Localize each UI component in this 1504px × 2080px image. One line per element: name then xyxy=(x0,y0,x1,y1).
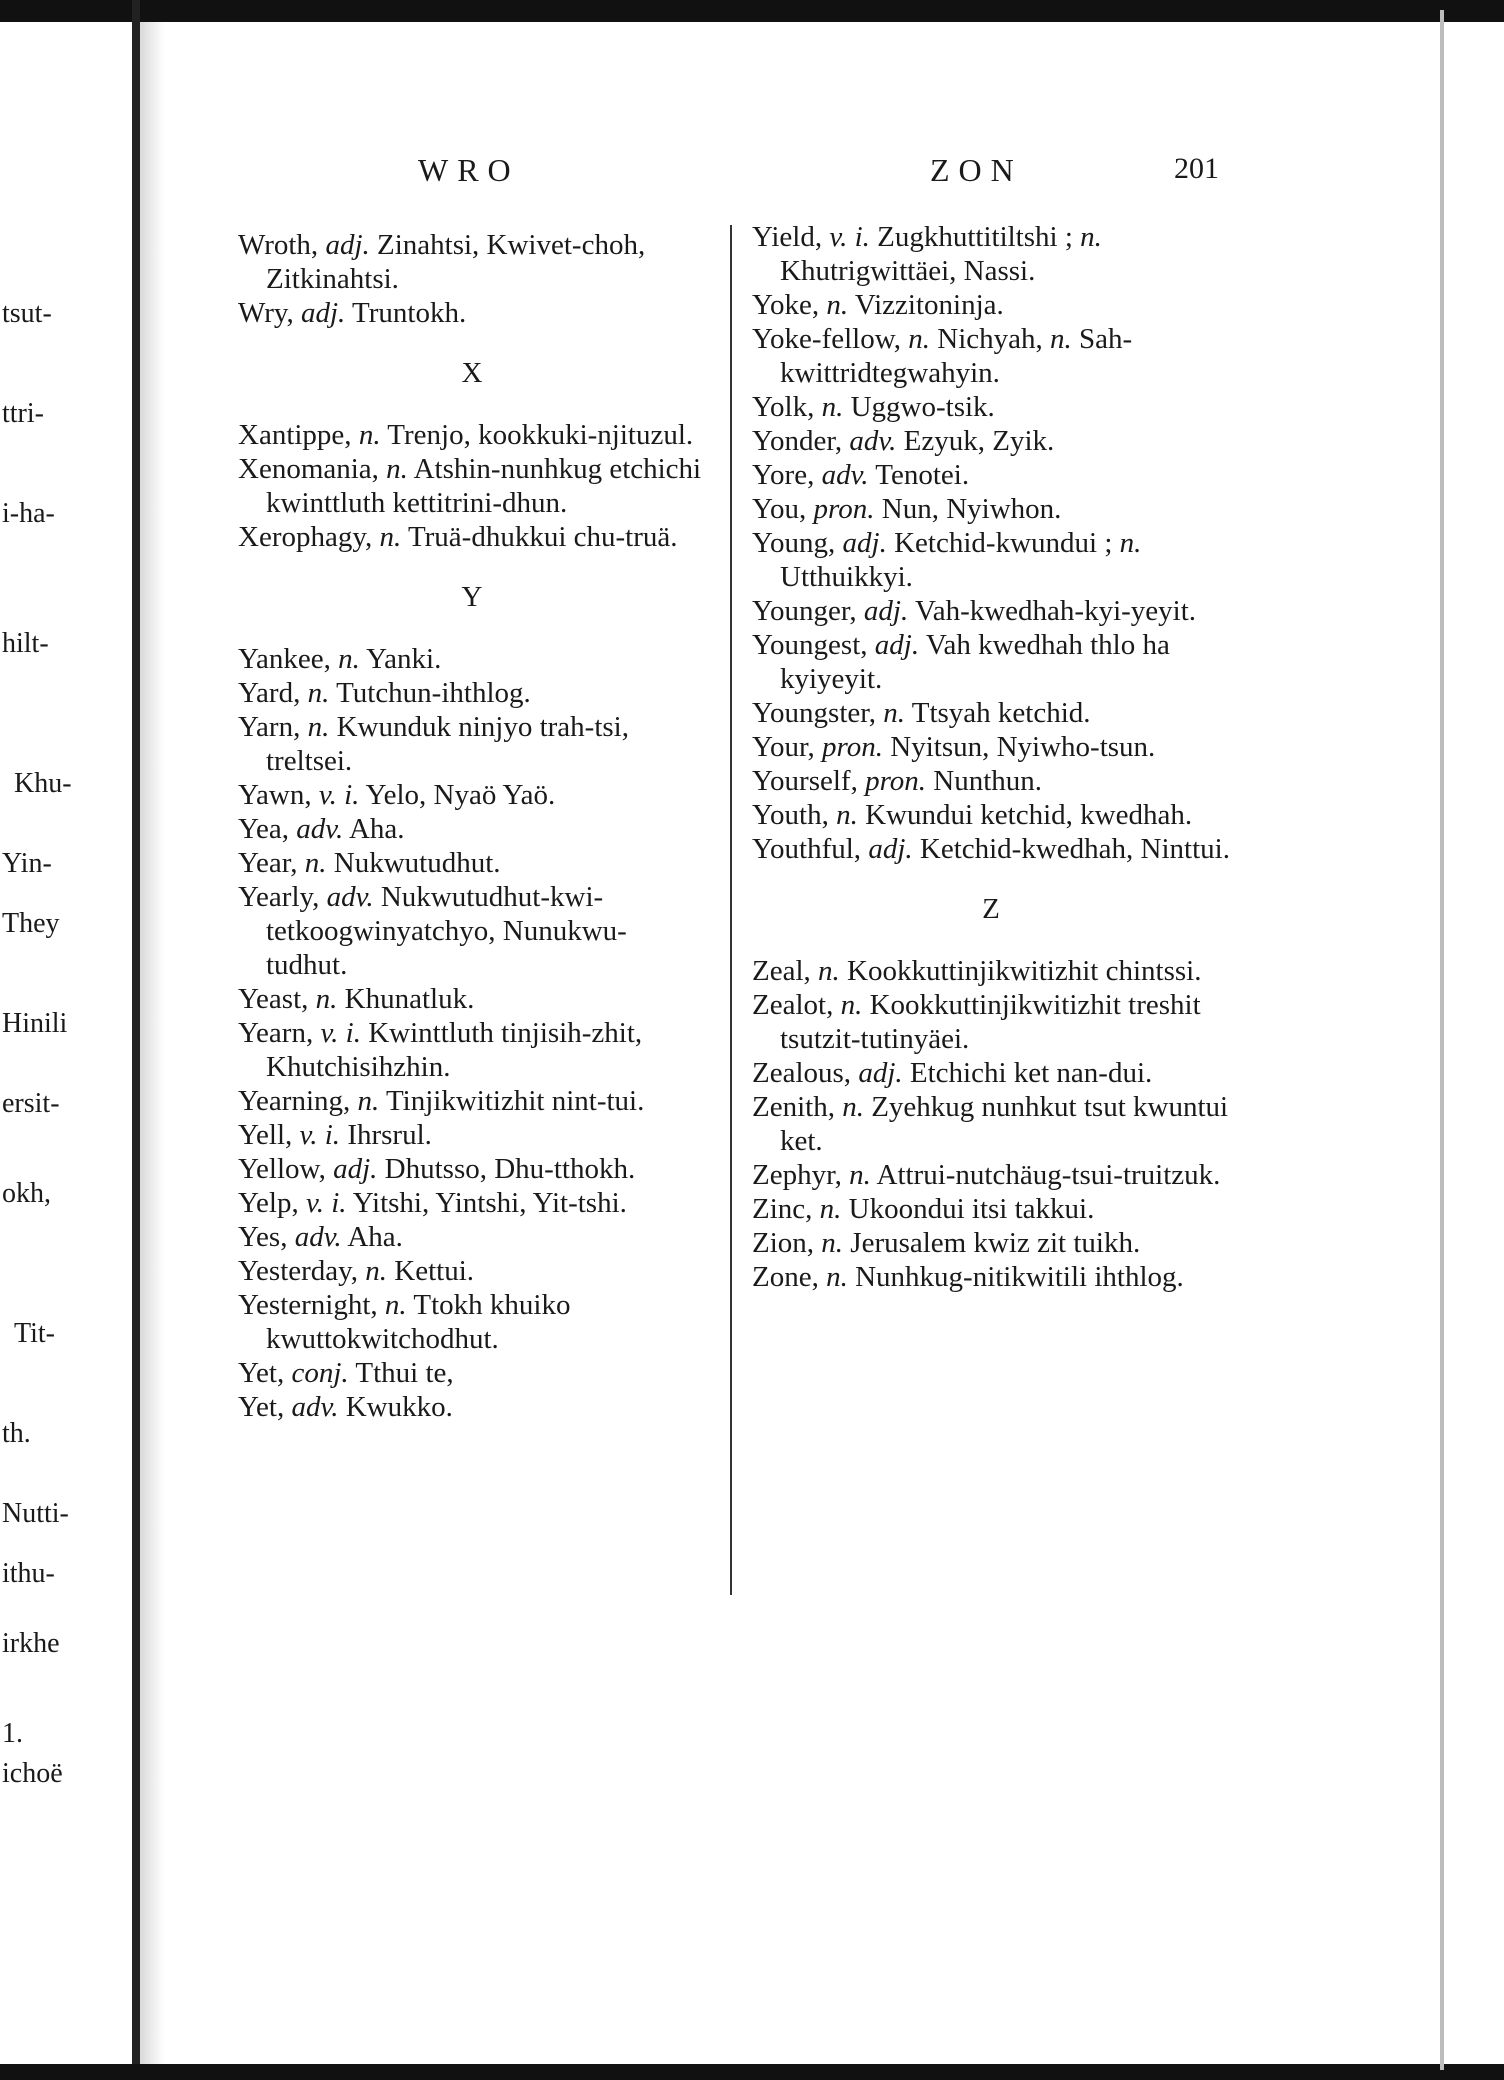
definition: Nukwutudhut-kwi-tetkoogwinyatchyo, Nunukwu-tudhut. xyxy=(266,881,627,981)
definition: Truä-dhukkui chu-truä. xyxy=(407,521,678,553)
facing-page-edge xyxy=(132,0,140,2080)
page-number: 201 xyxy=(1174,152,1219,185)
part-of-speech: adv. xyxy=(821,459,869,491)
definition: Utthuikkyi. xyxy=(780,561,913,593)
definition: Ketchid-kwedhah, Ninttui. xyxy=(919,833,1230,865)
definition: Ihrsrul. xyxy=(347,1119,432,1151)
cut-off-text: Tit- xyxy=(14,1318,56,1349)
definition: Tinjikwitizhit nint-tui. xyxy=(385,1085,645,1117)
part-of-speech: n. xyxy=(304,847,327,879)
definition: Khunatluk. xyxy=(344,983,475,1015)
cut-off-text: Yin- xyxy=(2,848,52,879)
column-rule xyxy=(730,225,732,1595)
dictionary-entry xyxy=(238,228,708,296)
cut-off-text: 1. xyxy=(2,1718,23,1749)
part-of-speech: v. i. xyxy=(320,1017,361,1049)
dictionary-entry xyxy=(752,988,1232,1056)
definition: Aha. xyxy=(348,813,405,845)
part-of-speech: adv. xyxy=(326,881,374,913)
part-of-speech: n. xyxy=(1080,221,1102,253)
headword: Youngest, xyxy=(752,629,868,661)
headword: Zephyr, xyxy=(752,1159,842,1191)
dictionary-entry xyxy=(752,526,1232,594)
gutter-shadow xyxy=(140,22,164,2080)
headword: Young, xyxy=(752,527,836,559)
dictionary-entry xyxy=(752,458,1232,492)
headword: You, xyxy=(752,493,807,525)
left-column xyxy=(238,228,708,1424)
dictionary-entry xyxy=(238,1254,708,1288)
definition: Ukoondui itsi takkui. xyxy=(848,1193,1095,1225)
headword: Year, xyxy=(238,847,298,879)
part-of-speech: adv. xyxy=(294,1221,342,1253)
headword: Yoke, xyxy=(752,289,820,321)
definition: Ttokh khuiko kwuttokwitchodhut. xyxy=(266,1289,571,1355)
definition: Etchichi ket nan-dui. xyxy=(909,1057,1153,1089)
part-of-speech: n. xyxy=(357,1085,380,1117)
part-of-speech: n. xyxy=(358,419,381,451)
headword: Yonder, xyxy=(752,425,843,457)
definition: Vah-kwedhah-kyi-yeyit. xyxy=(914,595,1197,627)
definition: Zugkhuttitiltshi ; xyxy=(877,221,1073,253)
definition: Nun, Nyiwhon. xyxy=(881,493,1062,525)
part-of-speech: v. i. xyxy=(829,221,870,253)
dictionary-entry xyxy=(752,424,1232,458)
cut-off-text: ersit- xyxy=(2,1088,60,1119)
part-of-speech: n. xyxy=(883,697,906,729)
definition: Kwukko. xyxy=(345,1391,453,1423)
part-of-speech: n. xyxy=(386,453,408,485)
dictionary-entry xyxy=(752,594,1232,628)
part-of-speech: adj. xyxy=(863,595,909,627)
cut-off-text: ttri- xyxy=(2,398,44,429)
headword: Xantippe, xyxy=(238,419,352,451)
part-of-speech: n. xyxy=(849,1159,871,1191)
definition: Ttsyah ketchid. xyxy=(911,697,1091,729)
headword: Xenomania, xyxy=(238,453,379,485)
definition: Tutchun-ihthlog. xyxy=(336,677,531,709)
definition: Dhutsso, Dhu-tthokh. xyxy=(384,1153,636,1185)
scan-bottom-border xyxy=(0,2064,1504,2080)
cut-off-text: Khu- xyxy=(14,768,72,799)
definition: Zyehkug nunhkut tsut kwuntui ket. xyxy=(780,1091,1229,1157)
headword: Youthful, xyxy=(752,833,862,865)
headword: Yelp, xyxy=(238,1187,299,1219)
dictionary-entry xyxy=(238,676,708,710)
part-of-speech: n. xyxy=(1050,323,1072,355)
headword: Wry, xyxy=(238,297,294,329)
definition: Ketchid-kwundui ; xyxy=(894,527,1113,559)
headword: Yore, xyxy=(752,459,815,491)
dictionary-entry xyxy=(752,628,1232,696)
dictionary-entry xyxy=(752,390,1232,424)
part-of-speech: n. xyxy=(315,983,338,1015)
dictionary-entry xyxy=(752,696,1232,730)
dictionary-entry xyxy=(238,1288,708,1356)
dictionary-entry xyxy=(238,1118,708,1152)
dictionary-entry xyxy=(752,1158,1232,1192)
part-of-speech: adj. xyxy=(300,297,346,329)
headword: Wroth, xyxy=(238,229,319,261)
headword: Yard, xyxy=(238,677,301,709)
definition: Jerusalem kwiz zit tuikh. xyxy=(850,1227,1141,1259)
definition: Kwunduk ninjyo trah-tsi, treltsei. xyxy=(266,711,629,777)
dictionary-entry xyxy=(238,812,708,846)
definition: Ezyuk, Zyik. xyxy=(903,425,1055,457)
part-of-speech: adj. xyxy=(858,1057,903,1089)
headword: Yearly, xyxy=(238,881,320,913)
headword: Yoke-fellow, xyxy=(752,323,902,355)
definition: Nunhkug-nitikwitili ihthlog. xyxy=(855,1261,1184,1293)
part-of-speech: n. xyxy=(842,1091,864,1123)
dictionary-entry xyxy=(752,492,1232,526)
cut-off-text: hilt- xyxy=(2,628,49,659)
part-of-speech: adj. xyxy=(333,1153,378,1185)
cut-off-text: Hinili xyxy=(2,1008,68,1039)
definition: Yitshi, Yintshi, Yit-tshi. xyxy=(352,1187,627,1219)
headword: Yield, xyxy=(752,221,823,253)
definition: Zinahtsi, Kwivet-choh, Zitkinahtsi. xyxy=(266,229,646,295)
cut-off-text: They xyxy=(2,908,60,939)
part-of-speech: n. xyxy=(818,955,840,987)
headword: Zone, xyxy=(752,1261,819,1293)
dictionary-entry xyxy=(238,1016,708,1084)
headword: Yesterday, xyxy=(238,1255,359,1287)
part-of-speech: n. xyxy=(821,1227,844,1259)
definition: Kwinttluth tinjisih-zhit, Khutchisihzhin. xyxy=(266,1017,643,1083)
definition: Vizzitoninja. xyxy=(854,289,1004,321)
dictionary-entry xyxy=(238,520,708,554)
section-letter: Y xyxy=(461,581,485,613)
part-of-speech: n. xyxy=(840,989,863,1021)
dictionary-entry xyxy=(238,1084,708,1118)
definition: Kettui. xyxy=(394,1255,475,1287)
part-of-speech: v. i. xyxy=(318,779,360,811)
headword: Yankee, xyxy=(238,643,331,675)
dictionary-entry xyxy=(238,1220,708,1254)
headword: Yell, xyxy=(238,1119,293,1151)
dictionary-entry xyxy=(238,1390,708,1424)
part-of-speech: n. xyxy=(307,711,330,743)
dictionary-entry xyxy=(752,1090,1232,1158)
definition: Nukwutudhut. xyxy=(333,847,501,879)
dictionary-entry xyxy=(752,954,1232,988)
part-of-speech: adj. xyxy=(874,629,920,661)
definition: Atshin-nunhkug etchichi kwinttluth kettitrini-dhun. xyxy=(266,453,702,519)
definition: Nunthun. xyxy=(933,765,1043,797)
definition: Yanki. xyxy=(366,643,442,675)
dictionary-entry xyxy=(752,1192,1232,1226)
headword: Yet, xyxy=(238,1391,285,1423)
part-of-speech: adv. xyxy=(291,1391,339,1423)
definition: Tenotei. xyxy=(875,459,970,491)
dictionary-entry xyxy=(238,418,708,452)
headword: Zeal, xyxy=(752,955,811,987)
part-of-speech: adj. xyxy=(842,527,887,559)
headword: Youngster, xyxy=(752,697,877,729)
headword: Yet, xyxy=(238,1357,285,1389)
dictionary-entry xyxy=(238,880,708,982)
definition: Yelo, Nyaö Yaö. xyxy=(365,779,556,811)
headword: Yeast, xyxy=(238,983,309,1015)
headword: Yearn, xyxy=(238,1017,314,1049)
headword: Younger, xyxy=(752,595,857,627)
section-letter: X xyxy=(461,357,485,389)
part-of-speech: n. xyxy=(819,1193,842,1225)
part-of-speech: pron. xyxy=(865,765,927,797)
part-of-speech: adv. xyxy=(296,813,344,845)
part-of-speech: n. xyxy=(908,323,931,355)
right-column xyxy=(752,220,1232,1294)
headword: Zenith, xyxy=(752,1091,835,1123)
cut-off-text: ithu- xyxy=(2,1558,55,1589)
dictionary-entry xyxy=(238,710,708,778)
definition: Aha. xyxy=(347,1221,403,1253)
running-head-right: ZON xyxy=(930,152,1023,188)
part-of-speech: adv. xyxy=(849,425,897,457)
dictionary-entry xyxy=(238,982,708,1016)
definition: Kookkuttinjikwitizhit treshit tsutzit-tutinyäei. xyxy=(780,989,1201,1055)
cut-off-text: th. xyxy=(2,1418,31,1449)
part-of-speech: n. xyxy=(826,289,849,321)
headword: Yearning, xyxy=(238,1085,351,1117)
headword: Xerophagy, xyxy=(238,521,373,553)
definition: Truntokh. xyxy=(352,297,467,329)
headword: Yellow, xyxy=(238,1153,326,1185)
part-of-speech: n. xyxy=(1119,527,1142,559)
dictionary-entry xyxy=(752,730,1232,764)
dictionary-entry xyxy=(238,642,708,676)
definition: Nyitsun, Nyiwho-tsun. xyxy=(890,731,1156,763)
part-of-speech: n. xyxy=(836,799,858,831)
part-of-speech: n. xyxy=(307,677,330,709)
part-of-speech: adj. xyxy=(325,229,370,261)
dictionary-entry xyxy=(752,220,1232,288)
headword: Yarn, xyxy=(238,711,301,743)
dictionary-entry xyxy=(238,1356,708,1390)
headword: Yes, xyxy=(238,1221,288,1253)
dictionary-entry xyxy=(752,288,1232,322)
dictionary-entry xyxy=(752,1056,1232,1090)
part-of-speech: n. xyxy=(384,1289,407,1321)
dictionary-entry xyxy=(238,1186,708,1220)
dictionary-entry xyxy=(238,778,708,812)
headword: Your, xyxy=(752,731,815,763)
part-of-speech: pron. xyxy=(813,493,875,525)
dictionary-entry xyxy=(238,452,708,520)
part-of-speech: n. xyxy=(821,391,844,423)
page-right-edge xyxy=(1440,10,1444,2070)
part-of-speech: v. i. xyxy=(299,1119,341,1151)
section-letter: Z xyxy=(982,893,1002,925)
part-of-speech: n. xyxy=(338,643,360,675)
cut-off-text: okh, xyxy=(2,1178,51,1209)
definition: Attrui-nutchäug-tsui-truitzuk. xyxy=(876,1159,1221,1191)
dictionary-entry xyxy=(752,1226,1232,1260)
cut-off-text: ichoë xyxy=(2,1758,63,1789)
definition: Trenjo, kookkuki-njituzul. xyxy=(387,419,694,451)
headword: Zealot, xyxy=(752,989,834,1021)
definition: Vah kwedhah thlo ha kyiyeyit. xyxy=(780,629,1170,695)
cut-off-text: Nutti- xyxy=(2,1498,69,1529)
part-of-speech: n. xyxy=(365,1255,388,1287)
dictionary-entry xyxy=(752,764,1232,798)
dictionary-entry xyxy=(752,1260,1232,1294)
cut-off-text: i-ha- xyxy=(2,498,55,529)
headword: Yolk, xyxy=(752,391,815,423)
part-of-speech: adj. xyxy=(868,833,913,865)
scan-top-border xyxy=(0,0,1504,22)
headword: Youth, xyxy=(752,799,829,831)
definition: Uggwo-tsik. xyxy=(850,391,995,423)
definition: Nichyah, xyxy=(937,323,1043,355)
headword: Yawn, xyxy=(238,779,312,811)
definition: Kwundui ketchid, kwedhah. xyxy=(865,799,1193,831)
definition: Sah-kwittridtegwahyin. xyxy=(780,323,1133,389)
part-of-speech: conj. xyxy=(291,1357,349,1389)
part-of-speech: pron. xyxy=(822,731,884,763)
headword: Yesternight, xyxy=(238,1289,378,1321)
cut-off-text: irkhe xyxy=(2,1628,60,1659)
dictionary-entry xyxy=(752,832,1232,866)
part-of-speech: n. xyxy=(379,521,402,553)
dictionary-entry xyxy=(238,296,708,330)
part-of-speech: n. xyxy=(826,1261,848,1293)
cut-off-text: tsut- xyxy=(2,298,52,329)
dictionary-entry xyxy=(238,1152,708,1186)
part-of-speech: v. i. xyxy=(305,1187,347,1219)
dictionary-entry xyxy=(238,846,708,880)
headword: Zealous, xyxy=(752,1057,852,1089)
headword: Yourself, xyxy=(752,765,858,797)
dictionary-entry xyxy=(752,798,1232,832)
headword: Zion, xyxy=(752,1227,815,1259)
dictionary-entry xyxy=(752,322,1232,390)
headword: Zinc, xyxy=(752,1193,813,1225)
running-head-left: WRO xyxy=(418,152,520,188)
definition: Khutrigwittäei, Nassi. xyxy=(780,255,1036,287)
headword: Yea, xyxy=(238,813,290,845)
definition: Tthui te, xyxy=(355,1357,454,1389)
definition: Kookkuttinjikwitizhit chintssi. xyxy=(847,955,1202,987)
